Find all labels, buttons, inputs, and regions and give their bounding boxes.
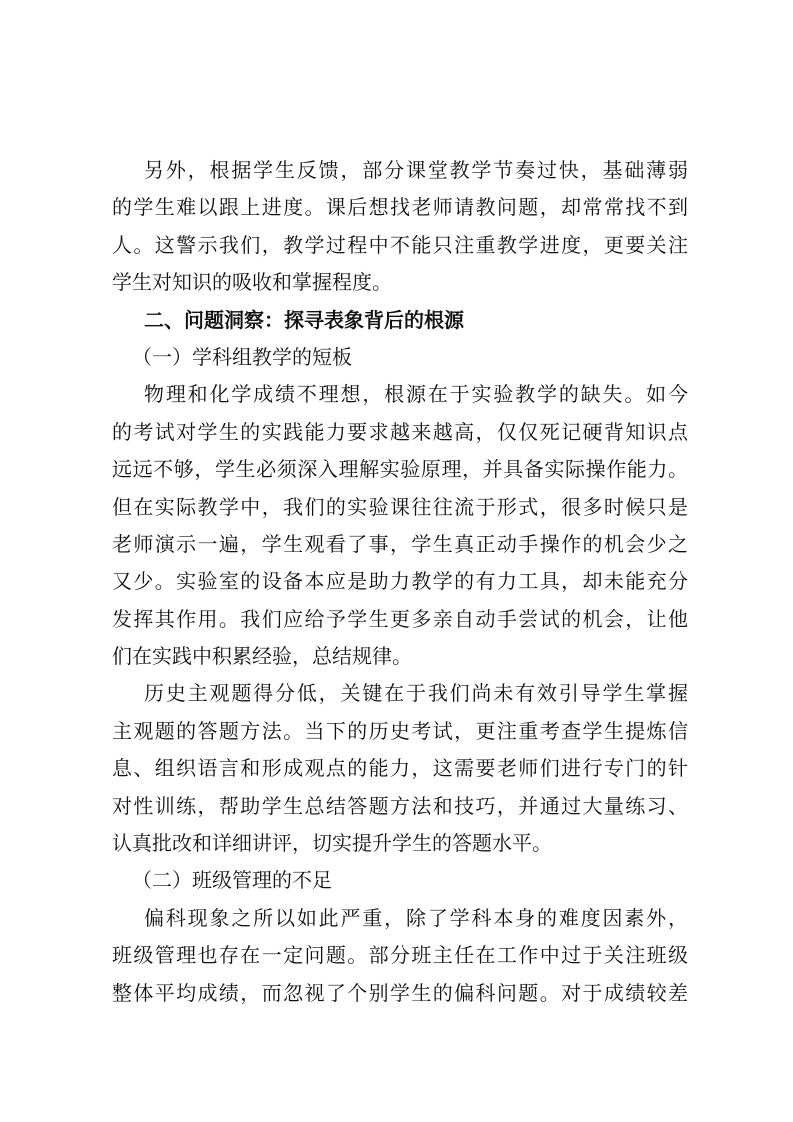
- text-line: 班级管理也存在一定问题。部分班主任在工作中过于关注班级: [112, 943, 688, 968]
- text-line: 发挥其作用。我们应给予学生更多亲自动手尝试的机会，让他: [112, 606, 688, 631]
- paragraph-experiment-teaching: [112, 376, 688, 675]
- text-line: 息、组织语言和形成观点的能力，这需要老师们进行专门的针: [112, 756, 688, 781]
- subsection-heading-1: （一）学科组教学的短板: [132, 344, 352, 369]
- text-line: 主观题的答题方法。当下的历史考试，更注重考查学生提炼信: [112, 718, 688, 743]
- text-line: 人。这警示我们，教学过程中不能只注重教学进度，更要关注: [112, 232, 688, 257]
- section-heading: 二、问题洞察：探寻表象背后的根源: [144, 307, 464, 332]
- text-line: 对性训练，帮助学生总结答题方法和技巧，并通过大量练习、: [112, 793, 688, 818]
- text-line: 认真批改和详细讲评，切实提升学生的答题水平。: [112, 831, 552, 856]
- text-line: 学生对知识的吸收和掌握程度。: [112, 270, 392, 295]
- text-line: 历史主观题得分低，关键在于我们尚未有效引导学生掌握: [144, 681, 688, 706]
- text-line: 们在实践中积累经验，总结规律。: [112, 644, 412, 669]
- text-line: 的考试对学生的实践能力要求越来越高，仅仅死记硬背知识点: [112, 419, 688, 444]
- text-line: 远远不够，学生必须深入理解实验原理，并具备实际操作能力。: [112, 457, 688, 482]
- text-line: 的学生难以跟上进度。课后想找老师请教问题，却常常找不到: [112, 195, 688, 220]
- text-line: 物理和化学成绩不理想，根源在于实验教学的缺失。如今: [144, 382, 688, 407]
- paragraph-class-management: [112, 900, 688, 1012]
- text-line: 老师演示一遍，学生观看了事，学生真正动手操作的机会少之: [112, 531, 688, 556]
- paragraph-feedback: [112, 152, 688, 302]
- text-line: 又少。实验室的设备本应是助力教学的有力工具，却未能充分: [112, 569, 688, 594]
- text-line: 整体平均成绩，而忽视了个别学生的偏科问题。对于成绩较差: [112, 980, 688, 1005]
- paragraph-history-questions: [112, 675, 688, 862]
- text-line: 但在实际教学中，我们的实验课往往流于形式，很多时候只是: [112, 494, 688, 519]
- document-body: [112, 152, 688, 1012]
- subsection-heading-2: （二）班级管理的不足: [132, 868, 332, 893]
- text-line: 另外，根据学生反馈，部分课堂教学节奏过快，基础薄弱: [144, 158, 688, 182]
- text-line: 偏科现象之所以如此严重，除了学科本身的难度因素外，: [144, 905, 688, 930]
